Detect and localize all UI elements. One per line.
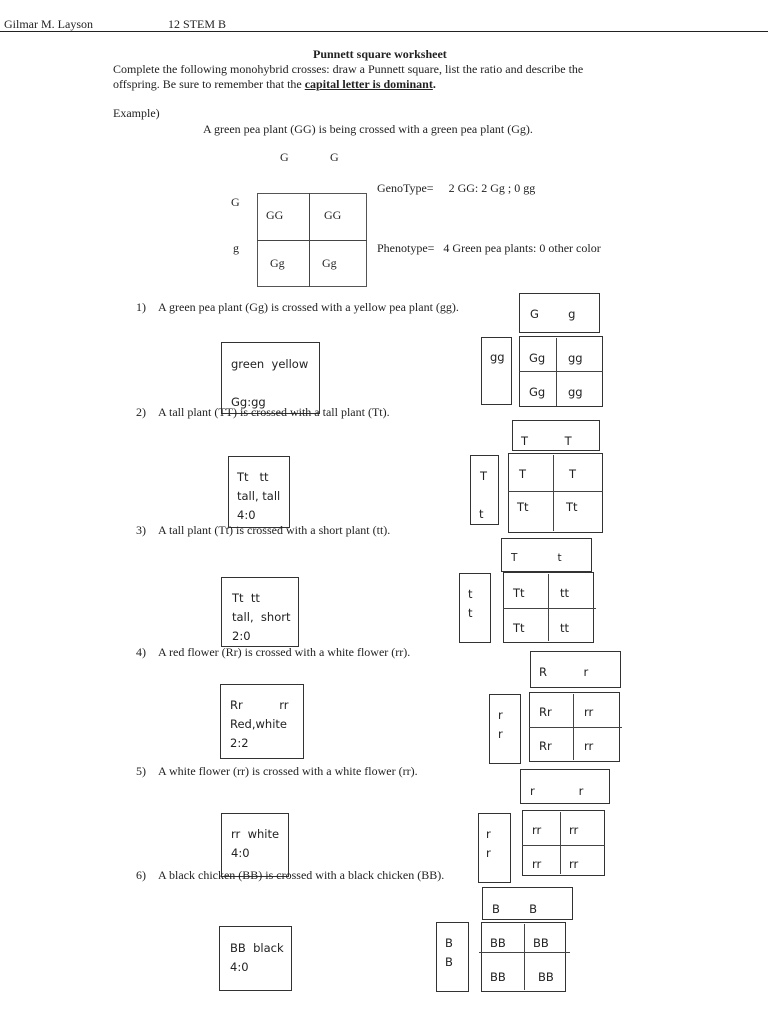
problem-6-text: A black chicken (BB) is crossed with a black chicken (BB). xyxy=(158,868,445,882)
problem-5-grid-divider-h xyxy=(522,845,605,846)
problem-2-grid-divider-v xyxy=(553,455,554,531)
header-rule xyxy=(0,31,768,32)
problem-1-cell-1: Gg xyxy=(529,351,546,365)
example-cell-2: GG xyxy=(324,208,342,222)
problem-4-grid-divider-h xyxy=(529,727,622,728)
problem-6-cell-2: BB xyxy=(533,936,549,950)
problem-6-grid-divider-v xyxy=(524,924,525,990)
problem-4-cell-3: Rr xyxy=(539,739,552,753)
problem-2-cell-3: Tt xyxy=(517,500,529,514)
problem-3-answer-line-2: tall, short xyxy=(232,610,291,624)
problem-4-cell-2: rr xyxy=(584,705,594,719)
problem-1-number: 1) xyxy=(136,300,146,314)
problem-3-grid-divider-h xyxy=(503,608,596,609)
problem-1-cell-2: gg xyxy=(568,351,583,365)
example-top-allele-1: G xyxy=(280,150,289,164)
instructions-text: offspring. Be sure to remember that the xyxy=(113,77,305,91)
example-label: Example) xyxy=(113,106,160,120)
problem-1-answer-line-3: Gg:gg xyxy=(231,395,266,409)
problem-5-grid-divider-v xyxy=(560,812,561,874)
problem-2-answer-line-3: 4:0 xyxy=(237,508,256,522)
example-prompt: A green pea plant (GG) is being crossed with a green pea plant (Gg). xyxy=(203,122,533,136)
problem-5-cell-1: rr xyxy=(532,823,542,837)
problem-3-top-alleles: T t xyxy=(511,552,562,564)
problem-3-cell-2: tt xyxy=(560,586,570,600)
problem-6-side-allele-1: B xyxy=(445,936,453,950)
problem-2-side-allele-1: T xyxy=(480,469,488,483)
problem-2-grid-divider-h xyxy=(508,491,603,492)
problem-3-answer-line-3: 2:0 xyxy=(232,629,251,643)
problem-6-number: 6) xyxy=(136,868,146,882)
problem-5-number: 5) xyxy=(136,764,146,778)
problem-6-answer-line-2: 4:0 xyxy=(230,960,249,974)
example-top-allele-2: G xyxy=(330,150,339,164)
problem-6-top-alleles: B B xyxy=(492,902,538,916)
problem-4-answer-line-3: 2:2 xyxy=(230,736,249,750)
problem-3-cell-1: Tt xyxy=(513,586,525,600)
dominant-emphasis: capital letter is dominant xyxy=(304,77,433,91)
problem-6-answer-line-1: BB black xyxy=(230,941,284,955)
problem-2-answer-line-2: tall, tall xyxy=(237,489,281,503)
problem-2-cell-1: T xyxy=(519,467,527,481)
worksheet-title: Punnett square worksheet xyxy=(313,47,447,61)
problem-3-side-allele-2: t xyxy=(468,606,473,620)
problem-2-cell-2: T xyxy=(569,467,577,481)
example-grid-divider-h xyxy=(257,240,367,241)
problem-3-answer-line-1: Tt tt xyxy=(232,591,260,605)
class-section: 12 STEM B xyxy=(168,17,227,31)
problem-2-text: A tall plant (TT) is crossed with a tall plant (Tt). xyxy=(158,405,390,419)
example-genotype: GenoType= 2 GG: 2 Gg ; 0 gg xyxy=(377,181,536,195)
problem-5-cell-3: rr xyxy=(532,857,542,871)
instructions-line-2 xyxy=(113,77,436,92)
instructions-line-1: Complete the following monohybrid crosses: draw a Punnett square, list the ratio and describe the xyxy=(113,62,584,76)
problem-6-cell-4: BB xyxy=(538,970,554,984)
problem-5-cell-2: rr xyxy=(569,823,579,837)
problem-4-cell-1: Rr xyxy=(539,705,552,719)
problem-1-text: A green pea plant (Gg) is crossed with a yellow pea plant (gg). xyxy=(158,300,459,314)
problem-1-grid-divider-h xyxy=(519,371,603,372)
problem-6-side-allele-2: B xyxy=(445,955,453,969)
problem-4-side-allele-1: r xyxy=(498,708,503,722)
problem-4-side-alleles-box xyxy=(489,694,521,764)
problem-1-answer-line-1: green yellow xyxy=(231,357,309,371)
instructions-period: . xyxy=(432,77,436,91)
problem-1-cell-3: Gg xyxy=(529,385,546,399)
problem-5-cell-4: rr xyxy=(569,857,579,871)
problem-3-side-alleles-box xyxy=(459,573,491,643)
example-cell-4: Gg xyxy=(322,256,337,270)
problem-3-number: 3) xyxy=(136,523,146,537)
problem-1-cell-4: gg xyxy=(568,385,583,399)
problem-5-text: A white flower (rr) is crossed with a white flower (rr). xyxy=(158,764,418,778)
student-name: Gilmar M. Layson xyxy=(4,17,93,31)
problem-5-answer-line-1: rr white xyxy=(231,827,280,841)
example-cell-1: GG xyxy=(266,208,284,222)
problem-3-cell-3: Tt xyxy=(513,621,525,635)
example-side-allele-2: g xyxy=(233,241,239,255)
problem-1-side-allele-1: gg xyxy=(490,350,505,364)
problem-3-text: A tall plant (Tt) is crossed with a short plant (tt). xyxy=(158,523,391,537)
problem-2-cell-4: Tt xyxy=(566,500,578,514)
problem-2-answer-line-1: Tt tt xyxy=(237,470,269,484)
problem-2-number: 2) xyxy=(136,405,146,419)
problem-5-top-alleles: r r xyxy=(530,784,584,798)
problem-5-answer-line-2: 4:0 xyxy=(231,846,250,860)
problem-5-side-allele-1: r xyxy=(486,827,491,841)
problem-5-side-allele-2: r xyxy=(486,846,491,860)
problem-2-side-alleles-box xyxy=(470,455,499,525)
problem-4-text: A red flower (Rr) is crossed with a white flower (rr). xyxy=(158,645,411,659)
problem-2-side-allele-2: t xyxy=(479,507,484,521)
problem-2-top-alleles: T T xyxy=(521,434,572,448)
example-cell-3: Gg xyxy=(270,256,285,270)
problem-4-top-alleles: R r xyxy=(539,665,589,679)
example-side-allele-1: G xyxy=(231,195,240,209)
example-phenotype: Phenotype= 4 Green pea plants: 0 other color xyxy=(377,241,601,255)
problem-4-cell-4: rr xyxy=(584,739,594,753)
problem-1-top-alleles: G g xyxy=(530,307,576,321)
problem-6-cell-3: BB xyxy=(490,970,506,984)
problem-6-cell-1: BB xyxy=(490,936,506,950)
problem-3-cell-4: tt xyxy=(560,621,570,635)
problem-3-side-allele-1: t xyxy=(468,587,473,601)
problem-4-number: 4) xyxy=(136,645,146,659)
problem-1-grid-divider-v xyxy=(556,338,557,406)
problem-4-answer-line-1: Rr rr xyxy=(230,698,289,712)
problem-4-side-allele-2: r xyxy=(498,727,503,741)
problem-4-answer-line-2: Red,white xyxy=(230,717,287,731)
problem-5-side-alleles-box xyxy=(478,813,511,883)
